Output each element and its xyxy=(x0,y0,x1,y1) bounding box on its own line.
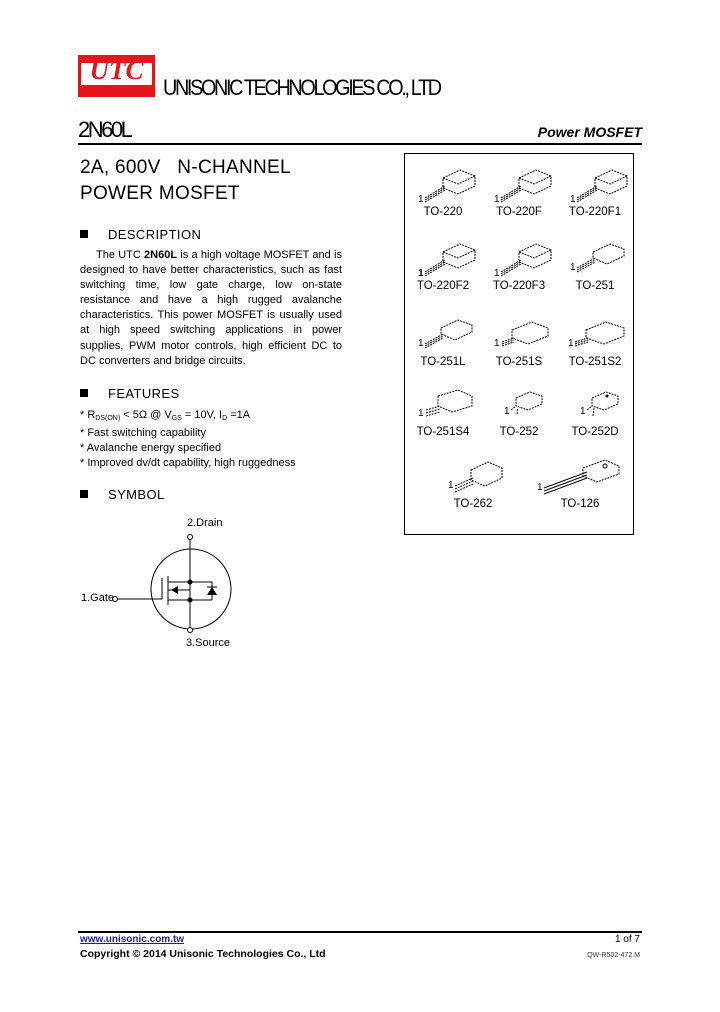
package-outline-icon xyxy=(484,238,554,280)
description-text: The UTC 2N60L is a high voltage MOSFET and is designed to have better characteristics, such as fast switching time, low gate charge, low on-state resistance and have a high rugged avalanche characteristics. This power MOSFET is usually used at high speed switching applications in power supplies, PWM motor controls, high efficient DC to DC converters and bridge circuits. xyxy=(80,249,342,367)
n-channel-mosfet-icon xyxy=(78,512,248,652)
bullet-square-icon xyxy=(80,389,88,397)
document-number: QW-R502-472.M xyxy=(587,952,640,959)
package-outline-icon xyxy=(484,164,554,206)
package-outline-icon xyxy=(560,238,630,280)
svg-text:1: 1 xyxy=(568,338,574,349)
svg-text:1: 1 xyxy=(494,194,500,205)
package-to-220f1: 1 TO-220F1 xyxy=(557,164,633,218)
package-to-220f2: 1 TO-220F2 xyxy=(405,238,481,292)
svg-text:1: 1 xyxy=(504,406,510,417)
package-to-252: 1 TO-252 xyxy=(481,384,557,438)
drain-label: 2.Drain xyxy=(187,517,223,529)
package-outline-icon xyxy=(408,384,478,426)
svg-text:1: 1 xyxy=(537,482,543,493)
description-heading: DESCRIPTION xyxy=(80,227,201,242)
package-outline-icon xyxy=(484,384,554,426)
package-outline-icon xyxy=(560,314,630,356)
header-rule xyxy=(78,143,642,145)
symbol-heading: SYMBOL xyxy=(80,487,165,502)
package-to-252d: 1 TO-252D xyxy=(557,384,633,438)
title-line-2: POWER MOSFET xyxy=(80,183,240,204)
bullet-square-icon xyxy=(80,490,88,498)
source-label: 3.Source xyxy=(186,637,231,649)
title-line-1: 2A, 600V N-CHANNEL xyxy=(80,157,291,178)
package-outline-icon xyxy=(408,314,478,356)
package-to-262: 1 TO-262 xyxy=(435,456,511,510)
page-number: 1 of 7 xyxy=(614,934,640,945)
feature-item: * Improved dv/dt capability, high ruggedness xyxy=(80,457,296,469)
bullet-square-icon xyxy=(80,230,88,238)
feature-item: * Fast switching capability xyxy=(80,427,206,439)
mosfet-symbol xyxy=(78,512,248,652)
package-to-251s: 1 TO-251S xyxy=(481,314,557,368)
package-outline-icon xyxy=(484,314,554,356)
package-to-251: 1 TO-251 xyxy=(557,238,633,292)
svg-text:1: 1 xyxy=(494,268,500,279)
svg-text:1: 1 xyxy=(418,194,424,205)
feature-rds: * $R_{DS(ON)} < 5\Omega$ @ $V_{GS} = 10V$, $I_D =1A$ xyxy=(80,409,251,422)
package-to-220f3: 1 TO-220F3 xyxy=(481,238,557,292)
svg-text:1: 1 xyxy=(418,408,424,419)
features-heading: FEATURES xyxy=(80,386,180,401)
package-to-220f: 1 TO-220F xyxy=(481,164,557,218)
utc-logo xyxy=(78,55,155,97)
package-to-251s4: 1 TO-251S4 xyxy=(405,384,481,438)
product-category: Power MOSFET xyxy=(537,124,642,140)
package-outline-icon xyxy=(408,164,478,206)
package-to-220: 1 TO-220 xyxy=(405,164,481,218)
svg-text:1: 1 xyxy=(418,338,424,349)
package-to-251l: 1 TO-251L xyxy=(405,314,481,368)
svg-text:1: 1 xyxy=(570,194,576,205)
copyright: Copyright © 2014 Unisonic Technologies Co., Ltd xyxy=(80,948,326,960)
package-outline-icon xyxy=(408,238,478,280)
document-title xyxy=(80,155,291,207)
company-name: UNISONIC TECHNOLOGIES CO., LTD xyxy=(163,75,440,100)
website-link[interactable]: www.unisonic.com.tw xyxy=(80,934,185,945)
svg-text:1: 1 xyxy=(494,338,500,349)
package-outline-icon xyxy=(560,164,630,206)
svg-text:1: 1 xyxy=(448,480,454,491)
package-outline-icon xyxy=(438,456,508,498)
package-outline-icon xyxy=(560,384,630,426)
svg-text:1: 1 xyxy=(580,406,586,417)
package-options-box xyxy=(404,153,634,535)
features-list xyxy=(80,408,296,471)
svg-text:1: 1 xyxy=(418,268,424,279)
package-outline-icon xyxy=(535,456,625,498)
package-to-126: 1 TO-126 xyxy=(535,456,625,510)
logo-text: UTC xyxy=(89,55,144,85)
package-to-251s2: 1 TO-251S2 xyxy=(557,314,633,368)
footer-rule xyxy=(78,931,642,933)
part-number: 2N60L xyxy=(78,117,131,142)
feature-item: * Avalanche energy specified xyxy=(80,442,222,454)
gate-label: 1.Gate xyxy=(81,592,115,604)
svg-text:1: 1 xyxy=(570,262,576,273)
